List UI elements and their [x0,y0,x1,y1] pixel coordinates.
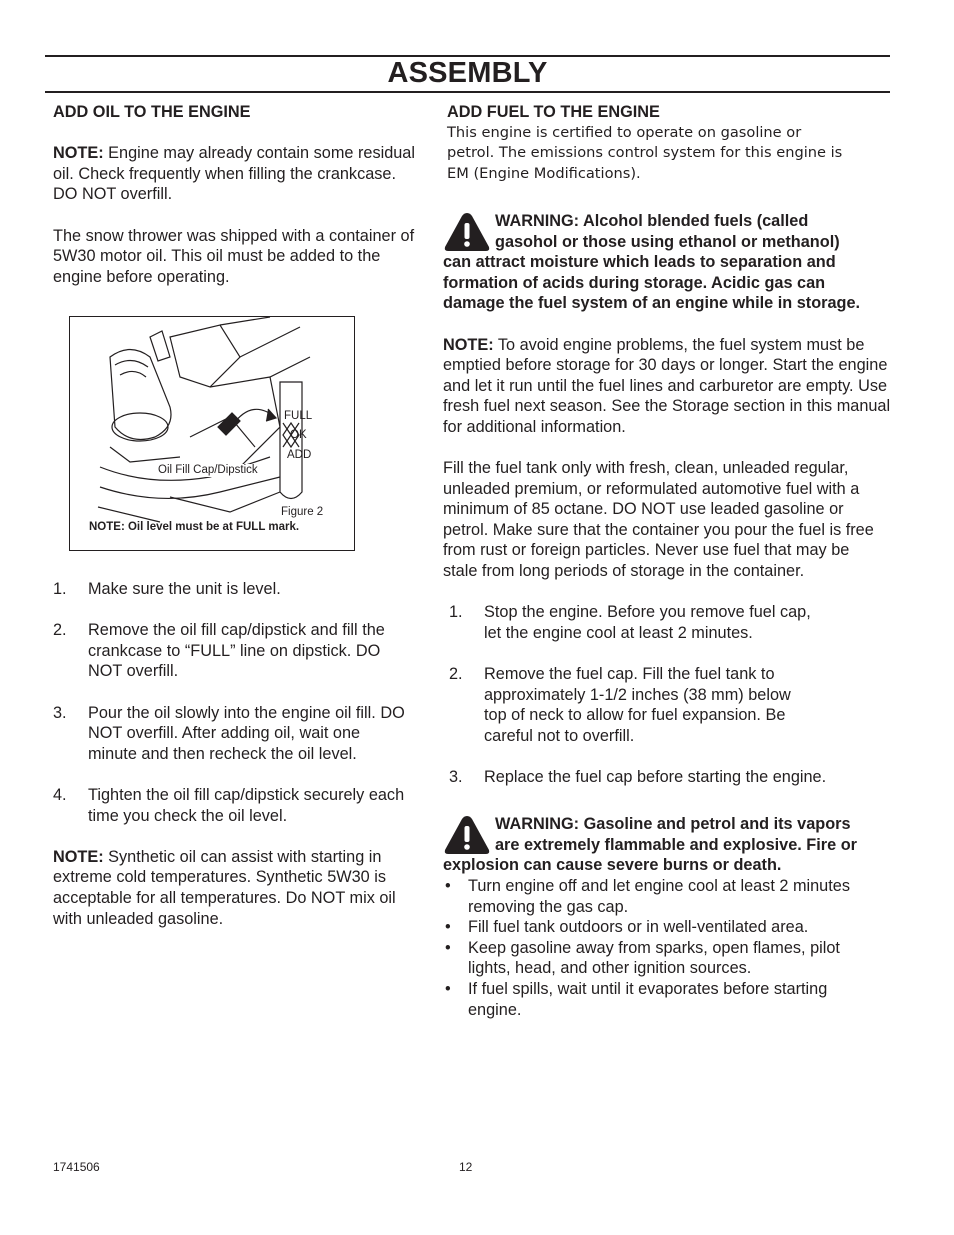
list-item: • Fill fuel tank outdoors or in well-ventilated area. [445,918,809,937]
dipstick-callout: Oil Fill Cap/Dipstick [158,464,258,476]
oil-steps-block [53,579,425,929]
figure-2 [69,316,355,551]
note-text: Engine may already contain some residual oil. Check frequently when filling the crankcase. DO NOT overfill. [53,144,415,204]
ok-mark-label: OK [290,429,307,441]
warning-2-body: explosion can cause severe burns or death. [443,856,782,875]
synthetic-oil-note: NOTE: Synthetic oil can assist with starting in extreme cold temperatures. Synthetic 5W30 is acceptable for all temperatures. Do NOT mix oil with unleaded gasoline. [53,847,396,928]
title-underline [45,91,890,93]
oil-heading: ADD OIL TO THE ENGINE [53,103,251,121]
oil-steps-list [53,579,425,826]
warning-2-line-2: are extremely flammable and explosive. Fire or [495,835,857,854]
oil-note-1 [53,143,421,205]
safety-bullet-list [443,876,878,1020]
warning-1-line-1: WARNING: Alcohol blended fuels (called [495,211,809,230]
gasoline-warning [443,814,895,876]
fuel-type-paragraph: Fill the fuel tank only with fresh, clean, unleaded regular, unleaded premium, or reformulated automotive fuel with a minimum of 85 octane. DO NOT use leaded gasoline or petrol. Make sure that the container you pour the fuel is free from rust or foreign particles. Never use fuel that may be stale from long periods of storage in the container. [443,459,874,581]
cert-line-3: EM (Engine Modifications). [447,164,641,182]
warning-1-line-2: gasohol or those using ethanol or methanol) [495,232,840,251]
fuel-storage-note: NOTE: To avoid engine problems, the fuel system must be emptied before storage for 30 days or longer. Start the engine and let it run until the fuel lines and carburetor are empty. Use fresh fuel next season. See the Storage section in this manual for additional information. [443,335,891,436]
warning-2-line-1: WARNING: Gasoline and petrol and its vapors [495,815,851,834]
list-item: 2. Remove the oil fill cap/dipstick and fill the crankcase to “FULL” line on dipstick. DO NOT overfill. [53,621,385,681]
list-item: 3. Replace the fuel cap before starting the engine. [449,768,827,786]
list-item: 3. Pour the oil slowly into the engine oil fill. DO NOT overfill. After adding oil, wait one minute and then recheck the oil level. [53,703,405,763]
list-item: 1. Stop the engine. Before you remove fuel cap, let the engine cool at least 2 minutes. [449,603,811,642]
warning-1-body: can attract moisture which leads to separation and formation of acids during storage. Acidic gas can damage the fuel system of an engine while in storage. [443,253,861,313]
list-item: 4. Tighten the oil fill cap/dipstick securely each time you check the oil level. [53,785,405,825]
list-item: 2. Remove the fuel cap. Fill the fuel tank to approximately 1-1/2 inches (38 mm) below top of neck to allow for fuel expansion. Be careful not to overfill. [449,665,791,745]
document-number: 1741506 [53,1160,100,1174]
oil-shipped-paragraph: The snow thrower was shipped with a container of 5W30 motor oil. This oil must be added to the engine before operating. [53,226,415,286]
page-title: ASSEMBLY [387,57,548,89]
fuel-heading: ADD FUEL TO THE ENGINE [447,103,660,121]
page-number: 12 [459,1160,473,1174]
add-mark-label: ADD [287,449,312,461]
fuel-steps-list [443,602,895,787]
figure-note: NOTE: Oil level must be at FULL mark. [89,521,300,533]
left-column [53,102,421,287]
right-column [443,102,895,1020]
list-item: 1. Make sure the unit is level. [53,580,281,598]
full-mark-label: FULL [284,410,313,422]
list-item: • Turn engine off and let engine cool at least 2 minutes removing the gas cap. [445,876,850,916]
warning-triangle-icon [443,211,491,253]
list-item: • Keep gasoline away from sparks, open flames, pilot lights, head, and other ignition sources. [445,938,840,978]
alcohol-fuel-warning [443,211,895,314]
note-label: NOTE: [53,144,104,163]
cert-line-1: This engine is certified to operate on gasoline or [447,123,802,141]
warning-triangle-icon [443,814,491,856]
list-item: • If fuel spills, wait until it evaporates before starting engine. [445,979,828,1019]
cert-line-2: petrol. The emissions control system for this engine is [447,144,843,162]
figure-caption: Figure 2 [281,506,324,518]
